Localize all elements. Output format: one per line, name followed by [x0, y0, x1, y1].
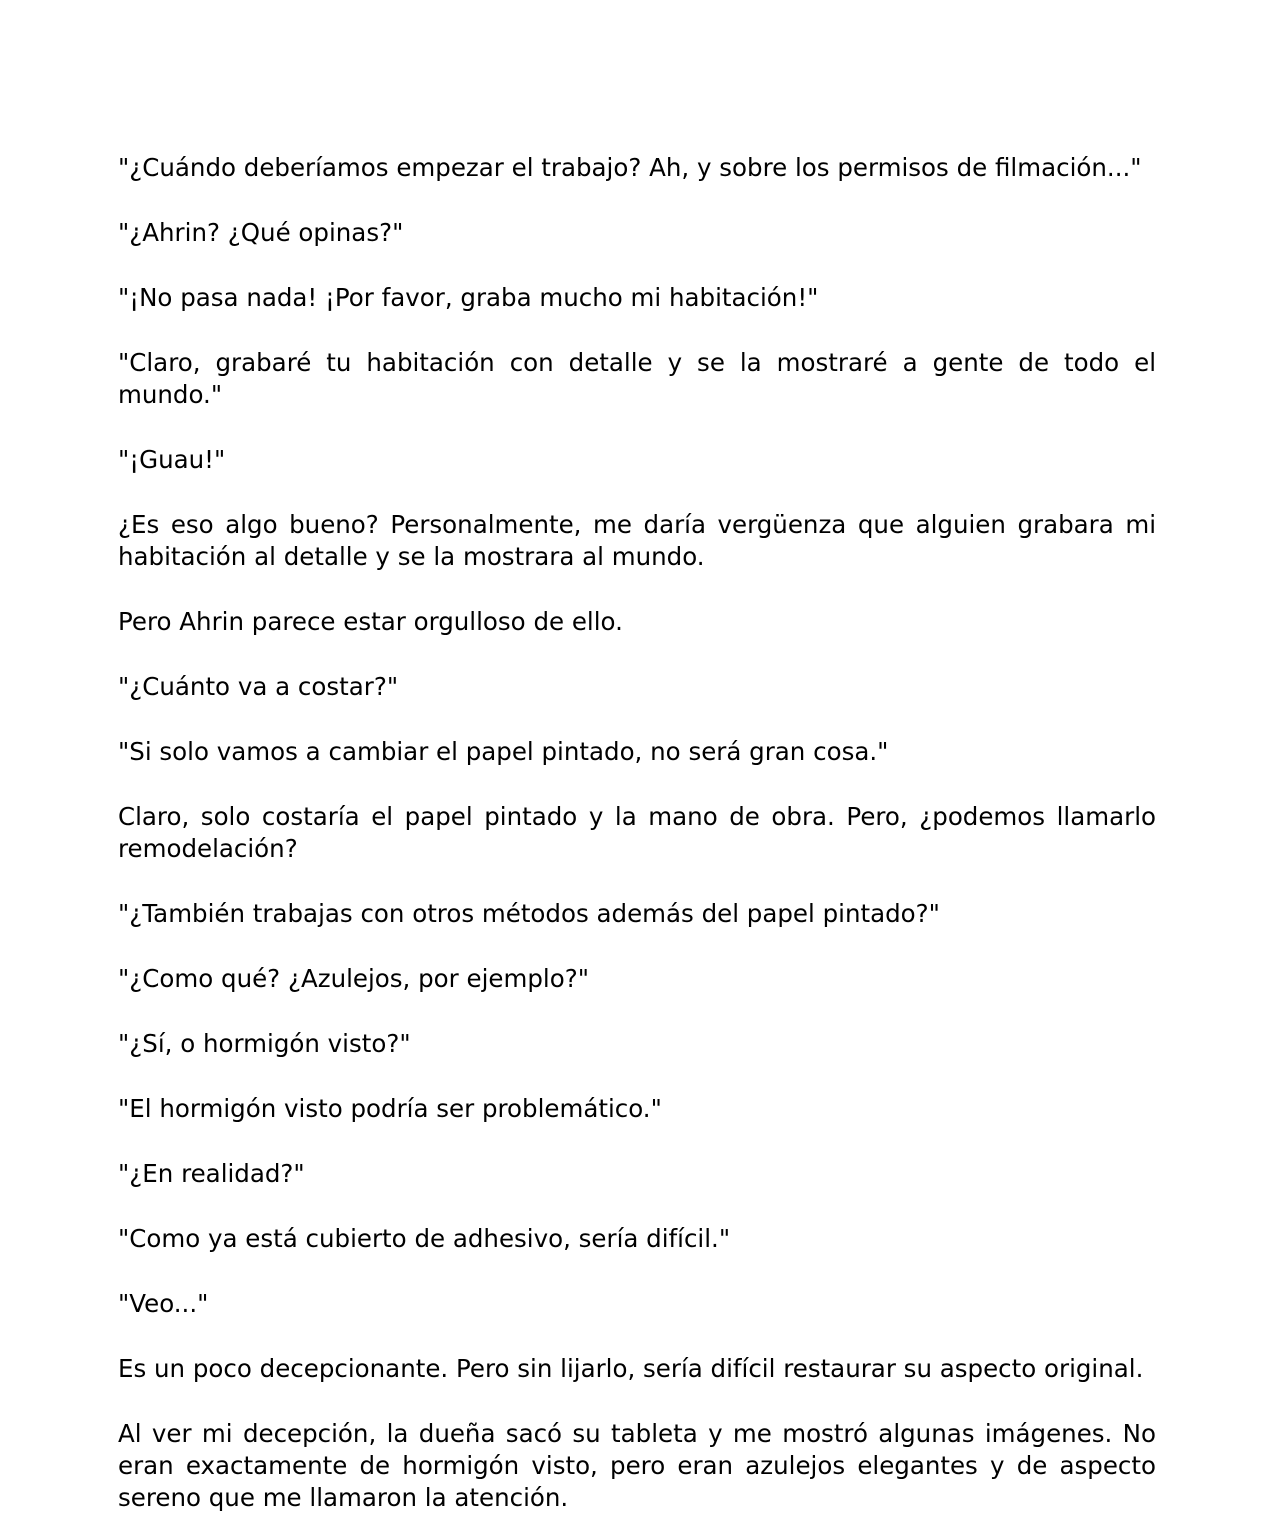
paragraph-8: "¿Cuánto va a costar?" [118, 672, 399, 701]
paragraph-19: Al ver mi decepción, la dueña sacó su tableta y me mostró algunas imágenes. No eran exactamente de hormigón visto, pero eran azulejos elegantes y de aspecto sereno que me llamaron la atención. [118, 1419, 1156, 1512]
paragraph-18: Es un poco decepcionante. Pero sin lijarlo, sería difícil restaurar su aspecto original. [118, 1354, 1144, 1383]
paragraph-6: ¿Es eso algo bueno? Personalmente, me daría vergüenza que alguien grabara mi habitación al detalle y se la mostrara al mundo. [118, 510, 1156, 571]
document-page [118, 152, 1156, 1514]
paragraph-5: "¡Guau!" [118, 445, 226, 474]
paragraph-4: "Claro, grabaré tu habitación con detalle y se la mostraré a gente de todo el mundo." [118, 348, 1156, 409]
paragraph-2: "¿Ahrin? ¿Qué opinas?" [118, 218, 404, 247]
paragraph-1: "¿Cuándo deberíamos empezar el trabajo? Ah, y sobre los permisos de filmación..." [118, 153, 1142, 182]
paragraph-15: "¿En realidad?" [118, 1159, 305, 1188]
paragraph-7: Pero Ahrin parece estar orgulloso de ello. [118, 607, 623, 636]
paragraph-14: "El hormigón visto podría ser problemático." [118, 1094, 662, 1123]
paragraph-9: "Si solo vamos a cambiar el papel pintado, no será gran cosa." [118, 737, 889, 766]
paragraph-17: "Veo..." [118, 1289, 209, 1318]
paragraph-3: "¡No pasa nada! ¡Por favor, graba mucho mi habitación!" [118, 283, 819, 312]
paragraph-13: "¿Sí, o hormigón visto?" [118, 1029, 411, 1058]
paragraph-12: "¿Como qué? ¿Azulejos, por ejemplo?" [118, 964, 589, 993]
paragraph-10: Claro, solo costaría el papel pintado y la mano de obra. Pero, ¿podemos llamarlo remodelación? [118, 802, 1156, 863]
paragraph-16: "Como ya está cubierto de adhesivo, sería difícil." [118, 1224, 731, 1253]
paragraph-11: "¿También trabajas con otros métodos además del papel pintado?" [118, 899, 940, 928]
